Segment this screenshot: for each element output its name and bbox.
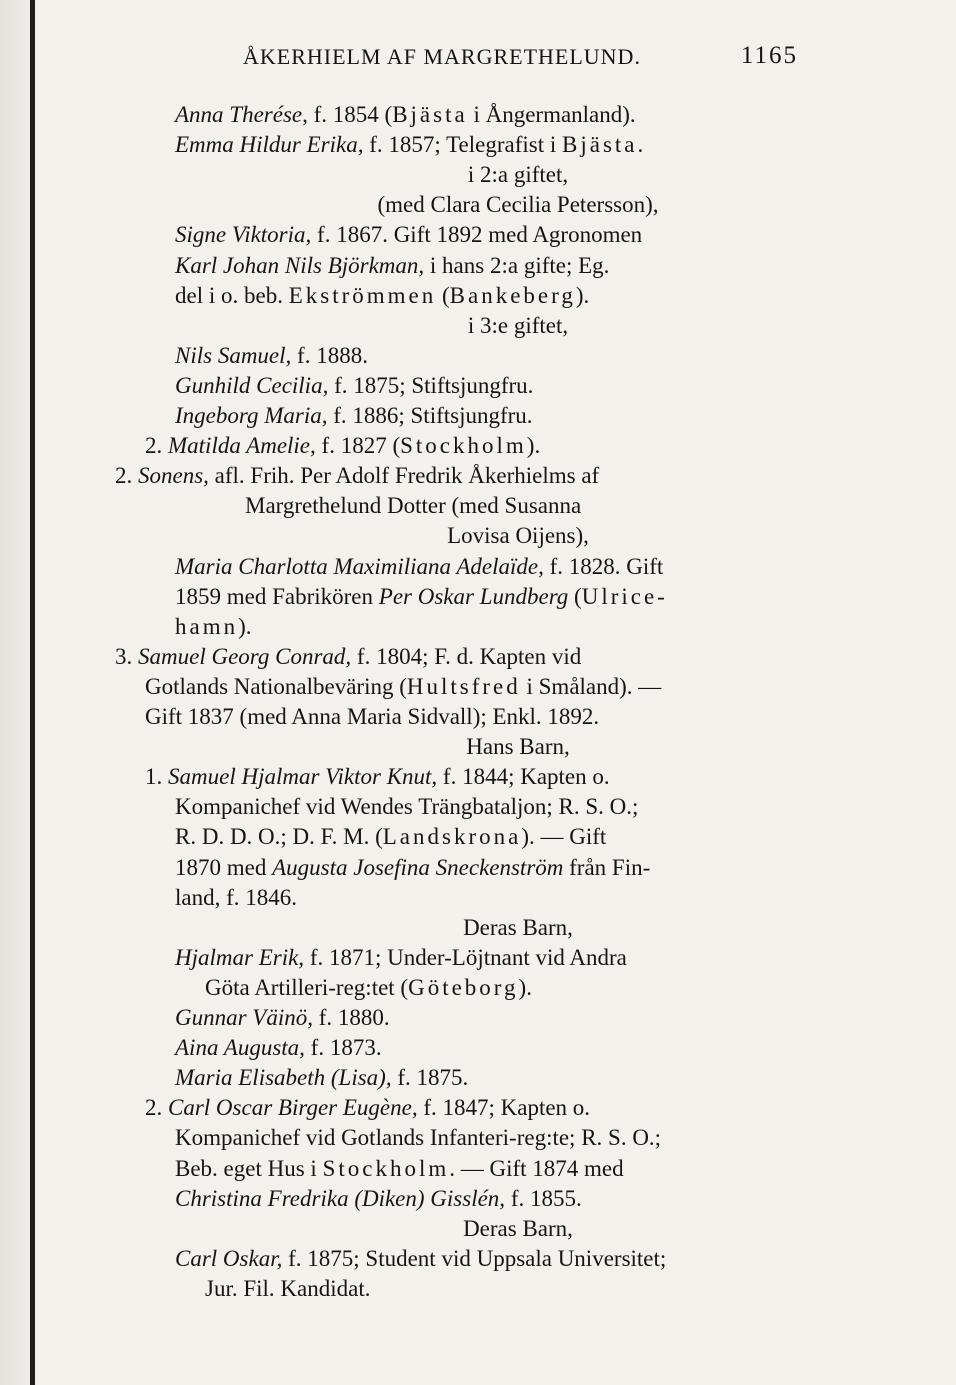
text-segment: Gotlands Nationalbeväring (	[145, 673, 407, 699]
name-segment: Aina Augusta,	[175, 1035, 305, 1061]
text-line	[115, 461, 599, 491]
running-header	[243, 44, 798, 76]
name-segment: Karl Johan Nils Björkman,	[175, 252, 425, 278]
text-line	[175, 371, 533, 401]
place-segment: Landskrona	[382, 824, 522, 850]
text-segment: f. 1886; Stiftsjungfru.	[327, 403, 533, 428]
text-line	[175, 582, 668, 612]
text-line	[175, 1123, 661, 1153]
place-segment: Bjästa	[562, 132, 638, 158]
text-line	[175, 251, 609, 281]
text-segment: . — Gift 1874 med	[449, 1155, 624, 1181]
text-segment: 1.	[145, 764, 168, 790]
text-segment: ).	[575, 282, 590, 308]
text-line	[0, 913, 956, 943]
text-line	[175, 1184, 582, 1214]
text-segment: Gift 1837 (med Anna Maria Sidvall); Enkl. 1892.	[145, 704, 600, 729]
text-segment: ).	[518, 974, 532, 1000]
place-segment: Stockholm	[400, 433, 527, 459]
text-segment: R. D. D. O.; D. F. M. (	[175, 824, 383, 850]
text-segment: f. 1804; F. d. Kapten vid	[351, 643, 582, 669]
text-segment: Jur. Fil. Kandidat.	[205, 1275, 371, 1301]
text-segment: från Fin-	[563, 854, 651, 880]
name-segment: Gunnar Väinö,	[175, 1005, 313, 1030]
text-segment: .	[637, 132, 644, 158]
place-segment: Bankeberg	[449, 282, 576, 308]
text-line	[0, 732, 956, 762]
text-segment: 2.	[145, 1095, 168, 1121]
text-line	[145, 762, 610, 792]
text-segment: f. 1828. Gift	[543, 553, 664, 579]
text-line	[175, 552, 663, 582]
text-line	[175, 1063, 468, 1093]
text-line	[145, 702, 599, 732]
place-segment: hamn	[175, 613, 239, 639]
name-segment: Maria Charlotta Maximiliana Adelaïde,	[175, 553, 544, 579]
text-segment: f. 1854 (	[307, 102, 393, 127]
text-segment: (	[568, 583, 582, 609]
name-segment: Samuel Georg Conrad,	[138, 643, 352, 669]
text-segment: 3.	[115, 643, 138, 669]
text-line	[175, 130, 643, 160]
name-segment: Hjalmar Erik,	[175, 944, 305, 970]
text-line	[175, 1244, 666, 1274]
text-segment: f. 1888.	[291, 342, 368, 368]
name-segment: Carl Oskar,	[175, 1245, 283, 1271]
name-segment: Ingeborg Maria,	[175, 403, 328, 428]
text-line	[175, 401, 533, 431]
text-segment: Hans Barn,	[466, 734, 570, 760]
text-line	[175, 341, 368, 371]
text-segment: Göta Artilleri-reg:tet (	[205, 974, 409, 1000]
text-line	[145, 1093, 590, 1123]
text-segment: f. 1827 (	[315, 433, 401, 459]
page-number: 1165	[740, 42, 798, 69]
text-segment: (med Clara Cecilia Petersson),	[377, 192, 659, 218]
text-segment: (	[436, 282, 450, 308]
text-segment: i 2:a giftet,	[467, 162, 569, 188]
text-segment: f. 1873.	[304, 1035, 382, 1061]
name-segment: Per Oskar Lundberg	[378, 583, 569, 609]
text-segment: f. 1855.	[505, 1185, 582, 1211]
header-title: ÅKERHIELM AF MARGRETHELUND.	[243, 44, 641, 69]
text-line	[175, 281, 589, 311]
text-segment: f. 1875; Stiftsjungfru.	[328, 372, 534, 398]
name-segment: Augusta Josefina Sneckenström	[272, 854, 564, 880]
text-segment: f. 1847; Kapten o.	[417, 1095, 591, 1121]
text-segment: afl. Frih. Per Adolf Fredrik Åkerhielms af	[208, 463, 600, 489]
text-line	[175, 822, 606, 852]
text-line	[245, 491, 581, 521]
text-segment: 2.	[145, 433, 168, 459]
name-segment: Emma Hildur Erika,	[175, 132, 364, 158]
text-segment: Deras Barn,	[463, 1215, 573, 1241]
name-segment: Signe Viktoria,	[175, 222, 312, 248]
name-segment: Matilda Amelie,	[168, 433, 316, 459]
text-line	[175, 883, 297, 913]
name-segment: Gunhild Cecilia,	[175, 372, 329, 398]
text-segment: i Ångermanland).	[467, 102, 636, 127]
text-segment: f. 1871; Under-Löjtnant vid Andra	[304, 944, 627, 970]
text-line	[175, 1033, 382, 1063]
text-line	[175, 612, 252, 642]
text-line	[0, 1214, 956, 1244]
place-segment: Stockholm	[322, 1155, 450, 1181]
text-segment: Deras Barn,	[463, 914, 573, 940]
text-segment: i hans 2:a gifte; Eg.	[424, 252, 610, 278]
text-line	[0, 521, 956, 551]
text-segment: ).	[238, 613, 252, 639]
text-segment: land, f. 1846.	[175, 884, 298, 910]
text-segment: Kompanichef vid Gotlands Infanteri-reg:te; R. S. O.;	[175, 1125, 662, 1151]
text-segment: i 3:e giftet,	[467, 312, 569, 338]
place-segment: Bjästa	[392, 102, 468, 127]
text-line	[175, 220, 642, 250]
name-segment: Samuel Hjalmar Viktor Knut,	[168, 764, 438, 790]
text-segment: f. 1880.	[313, 1005, 390, 1030]
text-segment: f. 1875; Student vid Uppsala Universitet;	[282, 1245, 667, 1271]
name-segment: Anna Therése,	[175, 102, 308, 127]
name-segment: Carl Oscar Birger Eugène,	[168, 1095, 418, 1121]
text-line	[175, 1003, 390, 1033]
text-segment: Beb. eget Hus i	[175, 1155, 323, 1181]
text-line	[205, 973, 532, 1003]
text-segment: Lovisa Oijens),	[447, 523, 589, 549]
text-segment: del i o. beb.	[175, 282, 289, 308]
place-segment: Hultsfred	[406, 673, 521, 699]
place-segment: Ulrice-	[581, 583, 668, 609]
text-line	[175, 853, 650, 883]
text-line	[175, 943, 627, 973]
text-line	[115, 642, 581, 672]
name-segment: Maria Elisabeth (Lisa),	[175, 1065, 392, 1091]
place-segment: Göteborg	[408, 974, 519, 1000]
text-segment: 1859 med Fabrikören	[175, 583, 379, 609]
text-segment: 2.	[115, 463, 138, 489]
text-segment: Margrethelund Dotter (med Susanna	[245, 493, 582, 519]
name-segment: Christina Fredrika (Diken) Gisslén,	[175, 1185, 506, 1211]
text-line	[175, 100, 636, 130]
text-segment: 1870 med	[175, 854, 273, 880]
text-segment: ).	[526, 433, 541, 459]
text-segment: f. 1844; Kapten o.	[437, 764, 610, 790]
text-line	[175, 1154, 624, 1184]
name-segment: Sonens,	[138, 463, 209, 489]
text-line	[145, 431, 540, 461]
text-segment: f. 1875.	[391, 1065, 469, 1091]
text-line	[0, 190, 956, 220]
text-segment: f. 1857; Telegrafist i	[363, 132, 563, 158]
name-segment: Nils Samuel,	[175, 342, 292, 368]
text-line	[0, 311, 956, 341]
place-segment: Ekströmmen	[288, 282, 437, 308]
text-segment: i Småland). —	[520, 673, 662, 699]
text-segment: Kompanichef vid Wendes Trängbataljon; R. S. O.;	[175, 794, 639, 820]
text-line	[145, 672, 661, 702]
text-line	[205, 1274, 370, 1304]
text-line	[175, 792, 638, 822]
text-segment: f. 1867. Gift 1892 med Agronomen	[311, 222, 643, 248]
text-line	[0, 160, 956, 190]
text-segment: ). — Gift	[521, 824, 607, 850]
